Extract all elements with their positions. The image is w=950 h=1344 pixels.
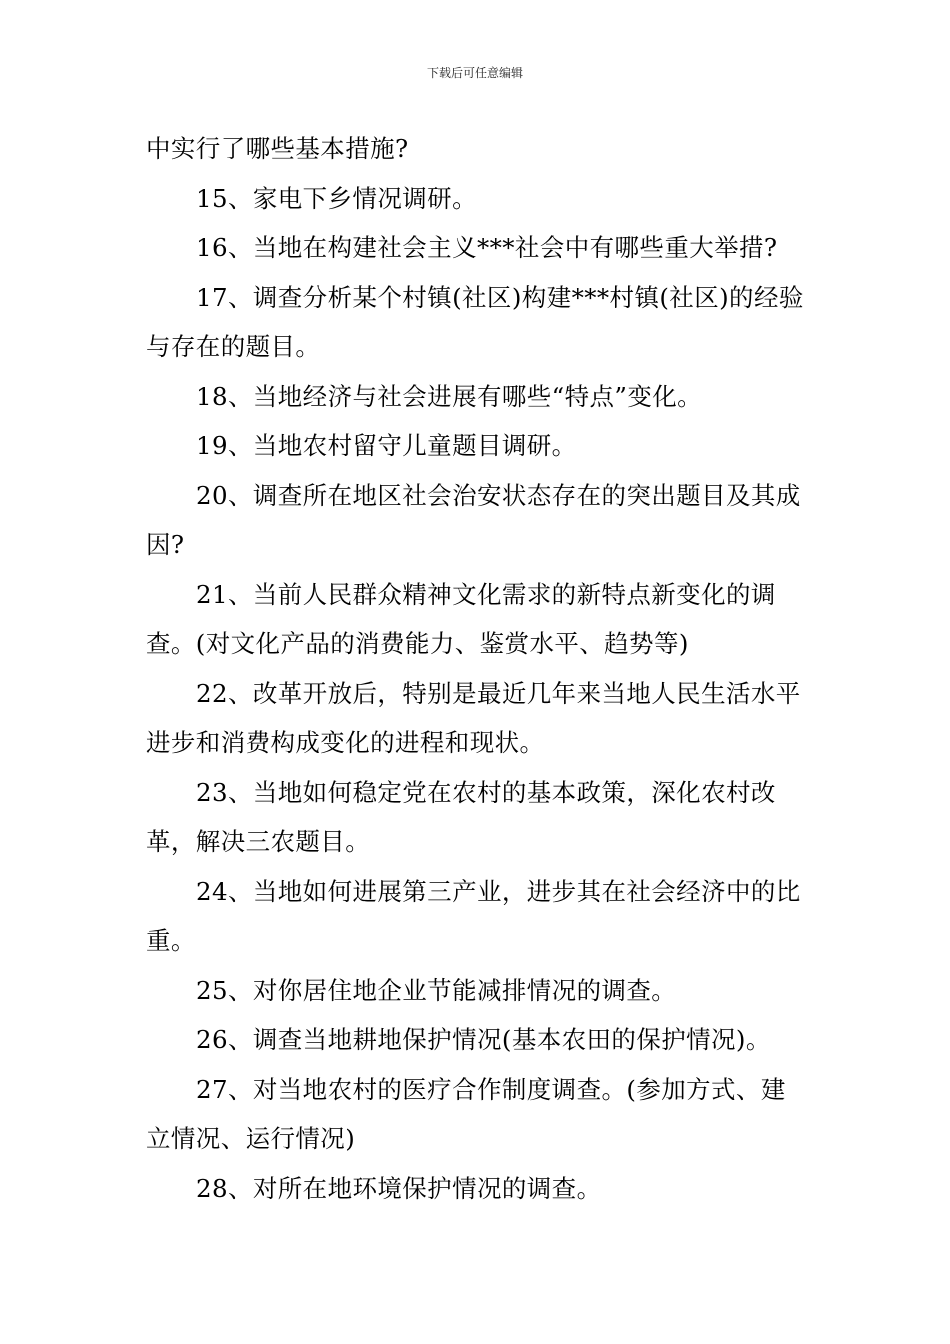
- list-item-22: 22、改革开放后，特别是最近几年来当地人民生活水平进步和消费构成变化的进程和现状。: [146, 678, 801, 757]
- list-item-26: 26、调查当地耕地保护情况(基本农田的保护情况)。: [196, 1025, 771, 1054]
- list-item-21: 21、当前人民群众精神文化需求的新特点新变化的调查。(对文化产品的消费能力、鉴赏水平、趋势等): [146, 579, 776, 658]
- list-item-17: 17、调查分析某个村镇(社区)构建***村镇(社区)的经验与存在的题目。: [146, 282, 804, 361]
- document-body: [146, 124, 808, 1213]
- list-item-28: 28、对所在地环境保护情况的调查。: [196, 1173, 602, 1203]
- list-item-20: 20、调查所在地区社会治安状态存在的突出题目及其成因?: [146, 480, 801, 559]
- list-item-25: 25、对你居住地企业节能减排情况的调查。: [196, 975, 677, 1005]
- list-item-24: 24、当地如何进展第三产业，进步其在社会经济中的比重。: [146, 876, 801, 955]
- list-item-27: 27、对当地农村的医疗合作制度调查。(参加方式、建立情况、运行情况): [146, 1074, 786, 1153]
- list-item-15: 15、家电下乡情况调研。: [196, 183, 477, 213]
- list-item-18: 18、当地经济与社会进展有哪些“特点”变化。: [196, 381, 703, 411]
- list-item-19: 19、当地农村留守儿童题目调研。: [196, 431, 577, 460]
- list-item-23: 23、当地如何稳定党在农村的基本政策，深化农村改革，解决三农题目。: [146, 777, 776, 856]
- page-header: 下载后可任意编辑: [426, 66, 523, 80]
- list-item-16: 16、当地在构建社会主义***社会中有哪些重大举措?: [196, 233, 778, 262]
- paragraph-continuation: 中实行了哪些基本措施?: [146, 134, 409, 163]
